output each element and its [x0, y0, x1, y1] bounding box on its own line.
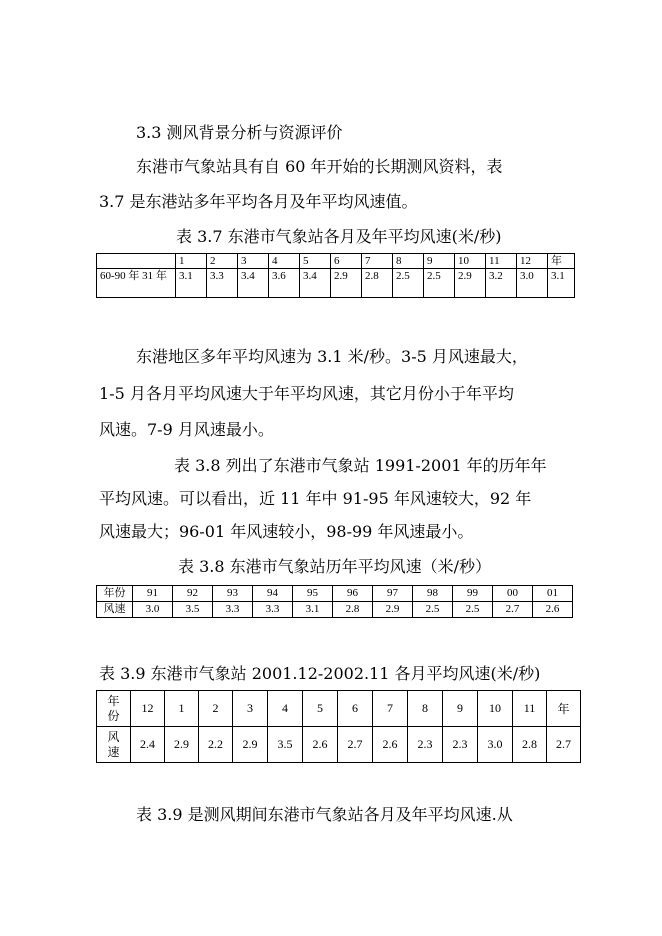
table-cell: 6	[338, 691, 373, 727]
table-cell: 2.2	[199, 727, 233, 763]
table-cell: 3.1	[176, 269, 207, 298]
paragraph-line: 1-5 月各月平均风速大于年平均风速，其它月份小于年平均	[99, 384, 514, 403]
table-cell: 3.4	[300, 269, 331, 298]
table-cell: 8	[408, 691, 443, 727]
table-cell: 5	[300, 254, 331, 269]
table-cell: 4	[268, 691, 303, 727]
section-heading: 3.3 测风背景分析与资源评价	[136, 123, 343, 142]
paragraph-line: 东港地区多年平均风速为 3.1 米/秒。3-5 月风速最大，	[136, 347, 528, 366]
table-cell: 00	[493, 586, 533, 602]
table-cell: 3.6	[269, 269, 300, 298]
table-cell: 3.0	[133, 602, 173, 618]
row-label-cell	[97, 727, 131, 763]
table-header-row	[97, 691, 581, 727]
table-row	[97, 727, 581, 763]
table-cell: 2.9	[233, 727, 268, 763]
paragraph-line: 风速最大；96-01 年风速较小，98-99 年风速最小。	[99, 522, 474, 541]
table-cell: 3.3	[253, 602, 293, 618]
table-cell: 2.6	[303, 727, 338, 763]
row-label-cell: 60-90 年 31 年	[97, 269, 176, 298]
table-cell: 11	[486, 254, 517, 269]
table-cell: 4	[269, 254, 300, 269]
table-cell: 3.0	[517, 269, 548, 298]
table-cell: 2.7	[338, 727, 373, 763]
row-label-cell: 风速	[97, 602, 133, 618]
table-3-8-caption: 表 3.8 东港市气象站历年平均风速（米/秒）	[178, 557, 492, 576]
paragraph-line: 3.7 是东港站多年平均各月及年平均风速值。	[99, 192, 418, 211]
year-label: 年份	[107, 693, 120, 723]
table-cell: 年	[547, 691, 581, 727]
table-cell: 12	[131, 691, 165, 727]
table-cell: 2.9	[331, 269, 362, 298]
table-cell: 2.4	[131, 727, 165, 763]
table-cell: 7	[362, 254, 393, 269]
table-cell: 91	[133, 586, 173, 602]
table-cell: 2.9	[373, 602, 413, 618]
table-cell: 3.2	[486, 269, 517, 298]
table-cell: 2.5	[424, 269, 455, 298]
table-cell: 9	[443, 691, 478, 727]
table-cell: 3.3	[213, 602, 253, 618]
table-3-7	[96, 253, 575, 298]
table-cell: 7	[373, 691, 408, 727]
table-cell: 93	[213, 586, 253, 602]
table-cell: 99	[453, 586, 493, 602]
table-3-7-caption: 表 3.7 东港市气象站各月及年平均风速(米/秒)	[176, 227, 502, 246]
speed-label: 风速	[107, 729, 120, 759]
table-cell: 2.3	[408, 727, 443, 763]
table-header-row	[97, 586, 573, 602]
table-cell: 2.8	[333, 602, 373, 618]
table-cell: 3.3	[207, 269, 238, 298]
table-cell: 92	[173, 586, 213, 602]
table-cell: 10	[455, 254, 486, 269]
table-cell: 3.1	[293, 602, 333, 618]
table-cell: 2.6	[373, 727, 408, 763]
table-cell: 2.7	[493, 602, 533, 618]
table-cell: 97	[373, 586, 413, 602]
table-cell: 96	[333, 586, 373, 602]
table-cell: 2.9	[165, 727, 199, 763]
table-cell: 2.9	[455, 269, 486, 298]
paragraph-line: 平均风速。可以看出，近 11 年中 91-95 年风速较大，92 年	[99, 489, 532, 508]
row-label-cell	[97, 691, 131, 727]
table-3-8	[96, 585, 573, 618]
table-cell: 2.6	[533, 602, 573, 618]
table-3-9-caption: 表 3.9 东港市气象站 2001.12-2002.11 各月平均风速(米/秒)	[99, 664, 541, 683]
table-cell: 2.8	[362, 269, 393, 298]
table-cell: 年	[548, 254, 575, 269]
table-cell: 5	[303, 691, 338, 727]
paragraph-line: 表 3.9 是测风期间东港市气象站各月及年平均风速.从	[136, 805, 513, 824]
table-cell: 2.3	[443, 727, 478, 763]
table-cell: 2.5	[413, 602, 453, 618]
table-cell: 11	[513, 691, 547, 727]
table-cell: 12	[517, 254, 548, 269]
table-cell: 3	[238, 254, 269, 269]
table-cell: 2.5	[453, 602, 493, 618]
table-cell: 6	[331, 254, 362, 269]
table-header-row	[97, 254, 575, 269]
table-cell: 9	[424, 254, 455, 269]
table-cell: 01	[533, 586, 573, 602]
table-cell: 10	[478, 691, 513, 727]
table-cell: 2	[207, 254, 238, 269]
table-cell: 1	[176, 254, 207, 269]
table-cell: 2.5	[393, 269, 424, 298]
table-row	[97, 602, 573, 618]
table-cell: 3.5	[268, 727, 303, 763]
table-cell: 3.0	[478, 727, 513, 763]
table-cell: 1	[165, 691, 199, 727]
paragraph-line: 表 3.8 列出了东港市气象站 1991-2001 年的历年年	[174, 456, 547, 475]
row-label-cell: 年份	[97, 586, 133, 602]
paragraph-line: 风速。7-9 月风速最小。	[99, 420, 274, 439]
table-cell: 3.4	[238, 269, 269, 298]
table-cell: 98	[413, 586, 453, 602]
table-cell: 2	[199, 691, 233, 727]
table-row	[97, 269, 575, 298]
table-cell: 3	[233, 691, 268, 727]
table-cell: 95	[293, 586, 333, 602]
table-cell: 8	[393, 254, 424, 269]
table-cell	[97, 254, 176, 269]
table-cell: 2.8	[513, 727, 547, 763]
paragraph-line: 东港市气象站具有自 60 年开始的长期测风资料，表	[136, 157, 503, 176]
table-cell: 94	[253, 586, 293, 602]
table-3-9	[96, 690, 581, 763]
table-cell: 2.7	[547, 727, 581, 763]
table-cell: 3.1	[548, 269, 575, 298]
table-cell: 3.5	[173, 602, 213, 618]
